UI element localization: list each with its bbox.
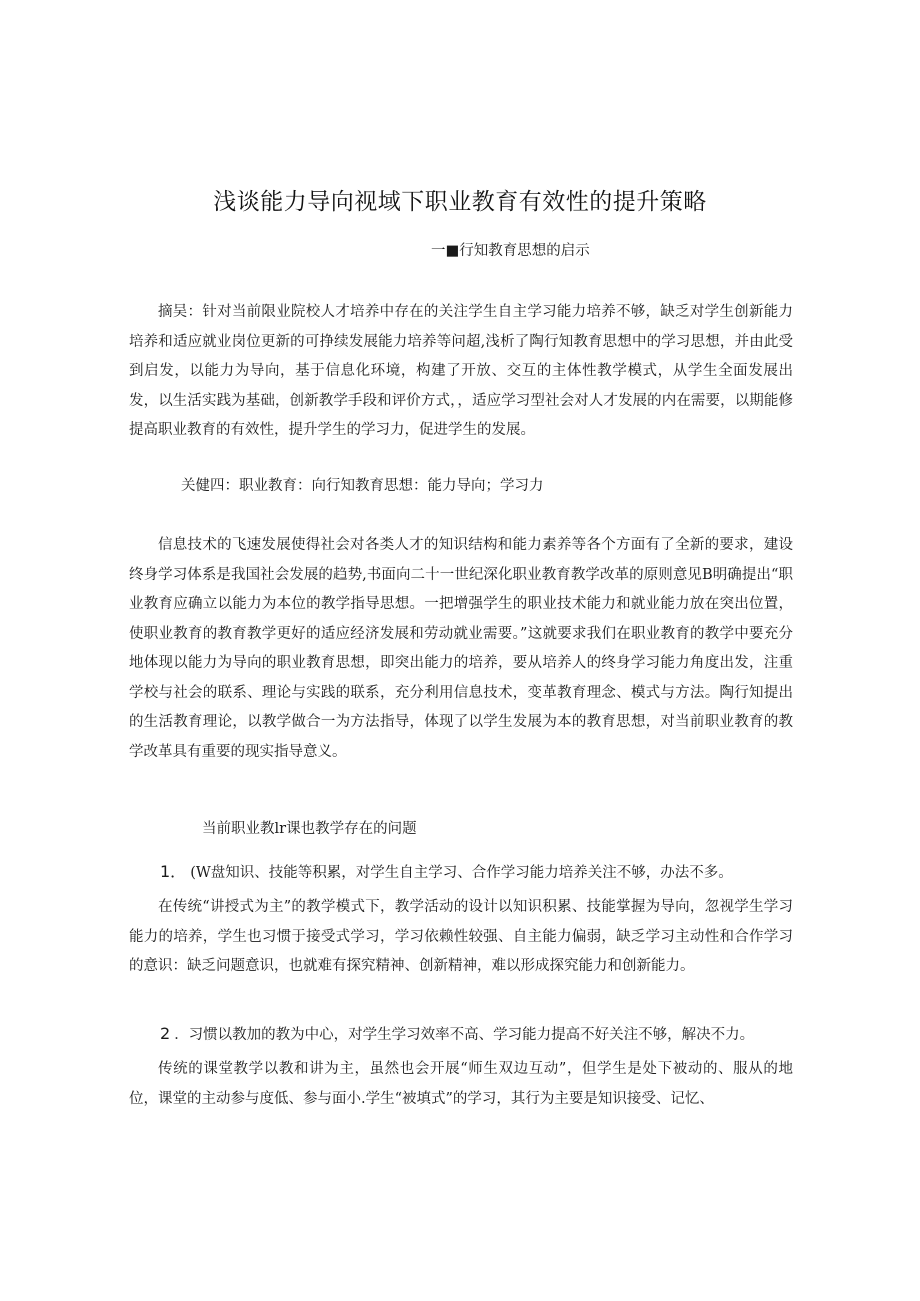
point-2-body: 传统的课堂教学以教和讲为主，虽然也会开展“师生双边互动”，但学生是处下被动的、服从的地位，课堂的主动参与度低、参与面小.学生“被填式”的学习，其行为主要是知识接受、记忆、 bbox=[129, 1061, 793, 1107]
page-subtitle: 一■行知教育思想的启示 bbox=[431, 243, 590, 259]
point-2-heading bbox=[160, 1023, 754, 1044]
point-1-heading bbox=[160, 859, 733, 882]
point-2-text: ．习惯以教加的教为中心，对学生学习效率不高、学习能力提高不好关注不够，解决不力。 bbox=[174, 1027, 755, 1043]
point-1-body: 在传统“讲授式为主”的教学模式下，教学活动的设计以知识积累、技能掌握为导向，忽视学生学习能力的培养，学生也习惯于接受式学习，学习依赖性较强、自主能力偏弱，缺乏学习主动性和合作学习的意识：缺乏问题意识，也就难有探究精神、创新精神，难以形成探究能力和创新能力。 bbox=[129, 899, 793, 974]
keywords-line: 关健四：职业教育：向行知教育思想：能力导向；学习力 bbox=[181, 478, 544, 494]
section-heading: 当前职业教lr课也教学存在的问题 bbox=[202, 821, 417, 837]
point-1-number: 1． bbox=[160, 862, 187, 881]
point-1-text: (W盘知识、技能等积累，对学生自主学习、合作学习能力培养关注不够，办法不多。 bbox=[190, 865, 733, 881]
abstract-paragraph: 摘吴：针对当前限业院校人才培养中存在的关注学生自主学习能力培养不够，缺乏对学生创新能力培养和适应就业岗位更新的可挣续发展能力培养等问超,浅析了陶行知教育思想中的学习思想，并由此受到启发，以能力为导向，基于信息化环境，构建了开放、交互的主体性教学模式，从学生全面发展出发，以生活实践为基础，创新教学手段和评价方式，，适应学习型社会对人才发展的内在需要，以期能修提高职业教育的有效性，提升学生的学习力，促进学生的发展。 bbox=[129, 304, 793, 438]
intro-paragraph: 信息技术的飞速发展使得社会对各类人才的知识结构和能力素养等各个方面有了全新的要求，建设终身学习体系是我国社会发展的趋势,书面向二十一世纪深化职业教育教学改革的原则意见B明确提出“职业教育应确立以能力为本位的教学指导思想。一把增强学生的职业技术能力和就业能力放在突出位置，使职业教育的教育教学更好的适应经济发展和劳动就业需要。”这就要求我们在职业教育的教学中要充分地体现以能力为导向的职业教育思想，即突出能力的培养，要从培养人的终身学习能力角度出发，注重学校与社会的联系、理论与实践的联系，充分利用信息技术，变革教育理念、模式与方法。陶行知提出的生活教育理论，以教学做合一为方法指导，体现了以学生发展为本的教育思想，对当前职业教育的教学改革具有重要的现实指导意义。 bbox=[129, 537, 793, 760]
point-2-number: 2 bbox=[160, 1024, 171, 1043]
page-title: 浅谈能力导向视域下职业教育有效性的提升策略 bbox=[213, 189, 707, 215]
